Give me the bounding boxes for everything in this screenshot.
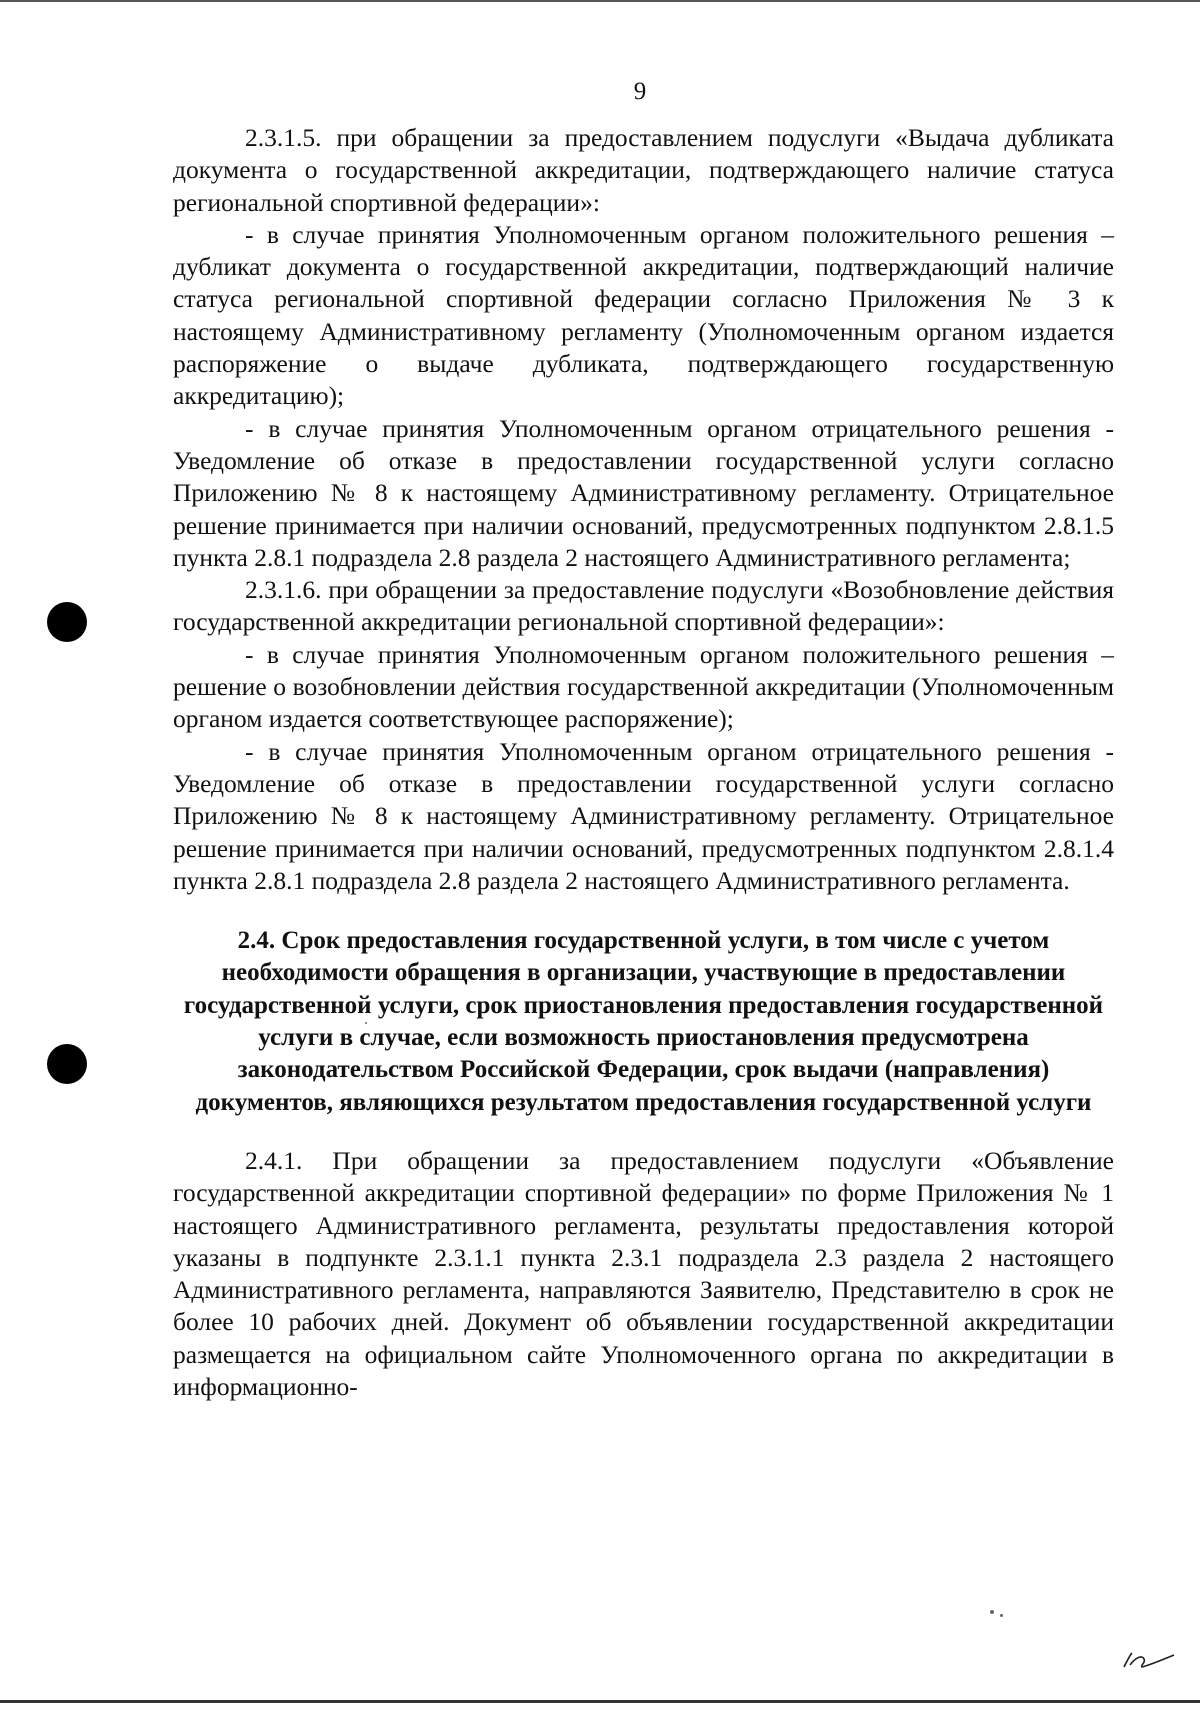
paragraph-2-3-1-5: 2.3.1.5. при обращении за предоставлением подуслуги «Выдача дубликата документа о государственной аккредитации, подтверждающего наличие статуса региональной спортивной федерации»: (173, 123, 1114, 217)
paragraph-negative-decision-resume: - в случае принятия Уполномоченным органом отрицательного решения - Уведомление об отказе в предоставлении государственной услуги согласно Приложению № 8 к настоящему Административному регламенту. Отрицательное решение принимается при наличии оснований, предусмотренных подпунктом 2.8.1.4 пункта 2.8.1 подраздела 2.8 раздела 2 настоящего Административного регламента. (173, 736, 1114, 895)
paragraph-2-4-1: 2.4.1. При обращении за предоставлением подуслуги «Объявление государственной аккредитации спортивной федерации» по форме Приложения № 1 настоящего Административного регламента, результаты предоставления которой указаны в подпункте 2.3.1.1 пункта 2.3.1 подраздела 2.3 раздела 2 настоящего Административного регламента, направляются Заявителю, Представителю в срок не более 10 рабочих дней. Документ об объявлении государственной аккредитации размещается на официальном сайте Уполномоченного органа по аккредитации в информационно- (173, 1145, 1114, 1401)
scan-edge-top (0, 0, 1200, 2)
signature-mark (1120, 1645, 1176, 1673)
scan-speck (990, 1610, 994, 1614)
section-heading-2-4: 2.4. Срок предоставления государственной услуги, в том числе с учетом необходимости обращения в организации, участвующие в предоставлении государственной услуги, срок приостановления предоставления государственной услуги в случае, если возможность приостановления предусмотрена законодательством Российской Федерации, срок выдачи (направления) документов, являющихся результатом предоставления государственной услуги (183, 927, 1104, 1116)
scan-speck (365, 1022, 367, 1024)
paragraph-positive-decision-duplicate: - в случае принятия Уполномоченным органом положительного решения – дубликат документа о государственной аккредитации, подтверждающий наличие статуса региональной спортивной федерации согласно Приложения № 3 к настоящему Административному регламенту (Уполномоченным органом издается распоряжение о выдаче дубликата, подтверждающего государственную аккредитацию); (173, 219, 1114, 411)
scan-speck (1000, 1614, 1003, 1617)
punch-hole-top (47, 602, 87, 642)
paragraph-negative-decision-duplicate: - в случае принятия Уполномоченным органом отрицательного решения - Уведомление об отказе в предоставлении государственной услуги согласно Приложению № 8 к настоящему Административному регламенту. Отрицательное решение принимается при наличии оснований, предусмотренных подпунктом 2.8.1.5 пункта 2.8.1 подраздела 2.8 раздела 2 настоящего Административного регламента; (173, 413, 1114, 572)
page-number: 9 (633, 78, 647, 105)
paragraph-2-3-1-6: 2.3.1.6. при обращении за предоставление подуслуги «Возобновление действия государственной аккредитации региональной спортивной федерации»: (173, 575, 1114, 637)
paragraph-positive-decision-resume: - в случае принятия Уполномоченным органом положительного решения – решение о возобновлении действия государственной аккредитации (Уполномоченным органом издается соответствующее распоряжение); (173, 639, 1114, 734)
document-body (173, 122, 1114, 1403)
scan-edge-bottom (0, 1700, 1200, 1703)
punch-hole-bottom (47, 1044, 87, 1084)
